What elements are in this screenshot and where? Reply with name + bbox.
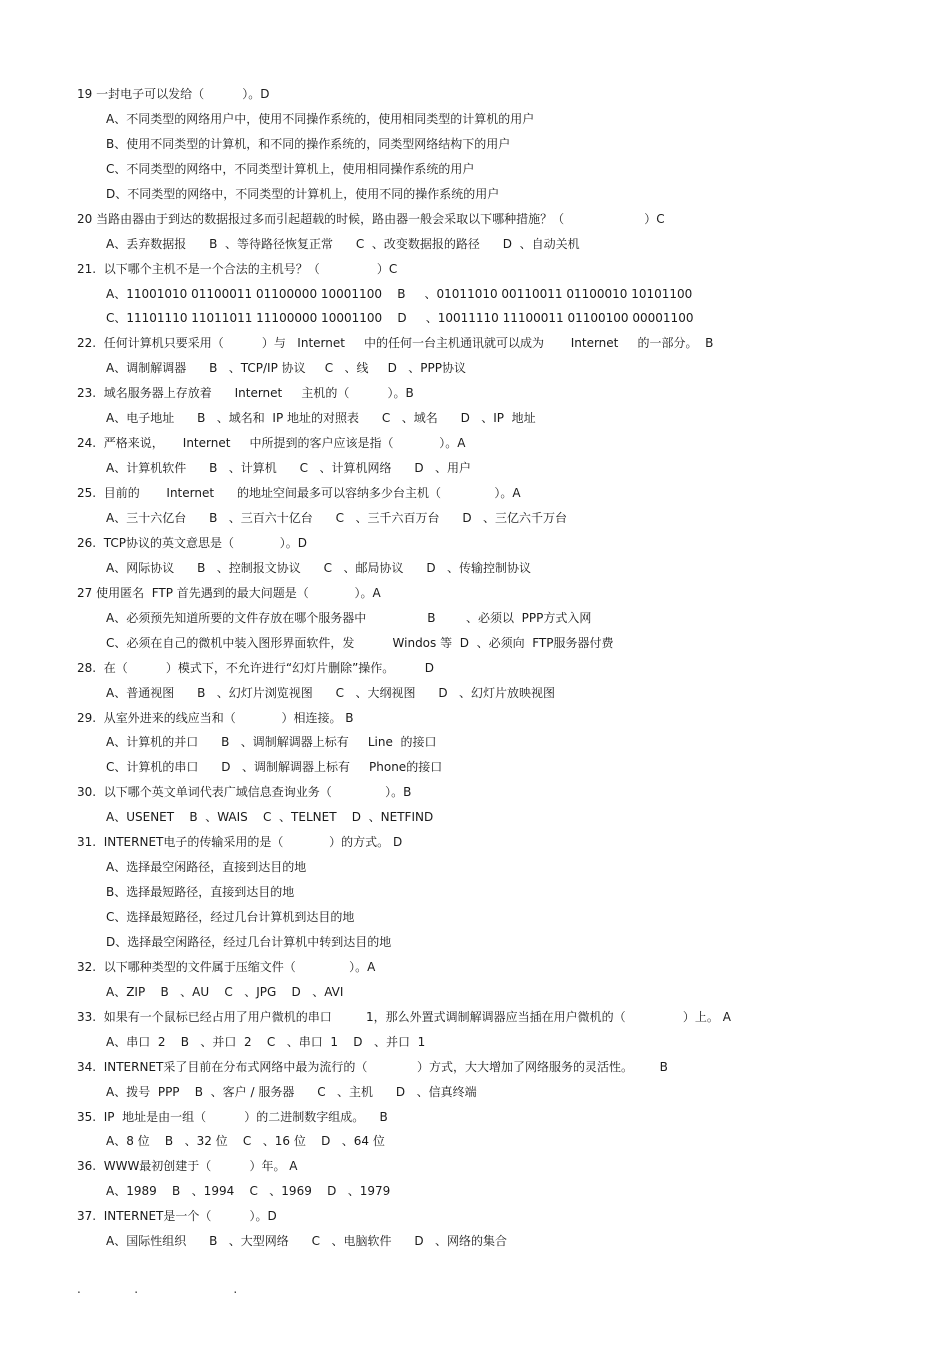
- question-line: 21. 以下哪个主机不是一个合法的主机号？（ ）C: [77, 262, 398, 276]
- option-line: B、选择最短路径，直接到达目的地: [106, 885, 295, 899]
- option-line: A、国际性组织 B 、大型网络 C 、电脑软件 D 、网络的集合: [106, 1234, 508, 1248]
- option-line: A、网际协议 B 、控制报文协议 C 、邮局协议 D 、传输控制协议: [106, 561, 532, 575]
- option-line: B、使用不同类型的计算机，和不同的操作系统的，同类型网络结构下的用户: [106, 137, 511, 151]
- option-line: A、普通视图 B 、幻灯片浏览视图 C 、大纲视图 D 、幻灯片放映视图: [106, 686, 556, 700]
- option-line: A、必须预先知道所要的文件存放在哪个服务器中 B 、必须以 PPP方式入网: [106, 611, 592, 625]
- question-line: 31. INTERNET电子的传输采用的是（ ）的方式。 D: [77, 835, 403, 849]
- option-line: A、拨号 PPP B 、客户 / 服务器 C 、主机 D 、信真终端: [106, 1085, 477, 1099]
- question-line: 27 使用匿名 FTP 首先遇到的最大问题是（ ）。A: [77, 586, 381, 600]
- question-line: 36. WWW最初创建于（ ）年。 A: [77, 1159, 298, 1173]
- option-line: D、不同类型的网络中，不同类型的计算机上，使用不同的操作系统的用户: [106, 187, 500, 201]
- question-line: 20 当路由器由于到达的数据报过多而引起超载的时候，路由器一般会采取以下哪种措施？（ ）C: [77, 212, 665, 226]
- option-line: A、串口 2 B 、并口 2 C 、串口 1 D 、并口 1: [106, 1035, 426, 1049]
- option-line: A、11001010 01100011 01100000 10001100 B 、01011010 00110011 01100010 10101100: [106, 287, 693, 301]
- option-line: A、选择最空闲路径，直接到达目的地: [106, 860, 307, 874]
- option-line: A、电子地址 B 、域名和 IP 地址的对照表 C 、域名 D 、IP 地址: [106, 411, 536, 425]
- question-line: 24. 严格来说， Internet 中所提到的客户应该是指（ ）。A: [77, 436, 466, 450]
- question-line: 28. 在（ ）模式下，不允许进行“幻灯片删除”操作。 D: [77, 661, 435, 675]
- question-line: 37. INTERNET是一个（ ）。D: [77, 1209, 277, 1223]
- question-line: 32. 以下哪种类型的文件属于压缩文件（ ）。A: [77, 960, 376, 974]
- option-line: A、8 位 B 、32 位 C 、16 位 D 、64 位: [106, 1134, 385, 1148]
- option-line: C、不同类型的网络中，不同类型计算机上，使用相同操作系统的用户: [106, 162, 475, 176]
- page-footer: . . .: [77, 1282, 238, 1296]
- question-line: 30. 以下哪个英文单词代表广域信息查询业务（ ）。B: [77, 785, 412, 799]
- option-line: C、11101110 11011011 11100000 10001100 D 、10011110 11100011 01100100 00001100: [106, 311, 694, 325]
- question-line: 35. IP 地址是由一组（ ）的二进制数字组成。 B: [77, 1110, 388, 1124]
- option-line: A、调制解调器 B 、TCP/IP 协议 C 、线 D 、PPP协议: [106, 361, 467, 375]
- option-line: A、ZIP B 、AU C 、JPG D 、AVI: [106, 985, 344, 999]
- option-line: D、选择最空闲路径，经过几台计算机中转到达目的地: [106, 935, 392, 949]
- question-line: 26. TCP协议的英文意思是（ ）。D: [77, 536, 307, 550]
- option-line: A、不同类型的网络用户中，使用不同操作系统的，使用相同类型的计算机的用户: [106, 112, 535, 126]
- question-line: 23. 域名服务器上存放着 Internet 主机的（ ）。B: [77, 386, 414, 400]
- option-line: A、计算机软件 B 、计算机 C 、计算机网络 D 、用户: [106, 461, 472, 475]
- question-line: 19 一封电子可以发给（ ）。D: [77, 87, 270, 101]
- option-line: C、计算机的串口 D 、调制解调器上标有 Phone的接口: [106, 760, 443, 774]
- option-line: C、选择最短路径，经过几台计算机到达目的地: [106, 910, 355, 924]
- question-line: 29. 从室外进来的线应当和（ ）相连接。 B: [77, 711, 354, 725]
- option-line: A、1989 B 、1994 C 、1969 D 、1979: [106, 1184, 391, 1198]
- option-line: C、必须在自己的微机中装入图形界面软件，发 Windos 等 D 、必须向 FTP服务器付费: [106, 636, 614, 650]
- option-line: A、丢弃数据报 B 、等待路径恢复正常 C 、改变数据报的路径 D 、自动关机: [106, 237, 580, 251]
- option-line: A、计算机的并口 B 、调制解调器上标有 Line 的接口: [106, 735, 437, 749]
- option-line: A、USENET B 、WAIS C 、TELNET D 、NETFIND: [106, 810, 434, 824]
- question-line: 25. 目前的 Internet 的地址空间最多可以容纳多少台主机（ ）。A: [77, 486, 521, 500]
- question-line: 33. 如果有一个鼠标已经占用了用户微机的串口 1，那么外置式调制解调器应当插在用户微机的（ ）上。 A: [77, 1010, 731, 1024]
- question-line: 34. INTERNET采了目前在分布式网络中最为流行的（ ）方式，大大增加了网络服务的灵活性。 B: [77, 1060, 668, 1074]
- option-line: A、三十六亿台 B 、三百六十亿台 C 、三千六百万台 D 、三亿六千万台: [106, 511, 568, 525]
- question-line: 22. 任何计算机只要采用（ ）与 Internet 中的任何一台主机通讯就可以成为 Internet 的一部分。 B: [77, 336, 714, 350]
